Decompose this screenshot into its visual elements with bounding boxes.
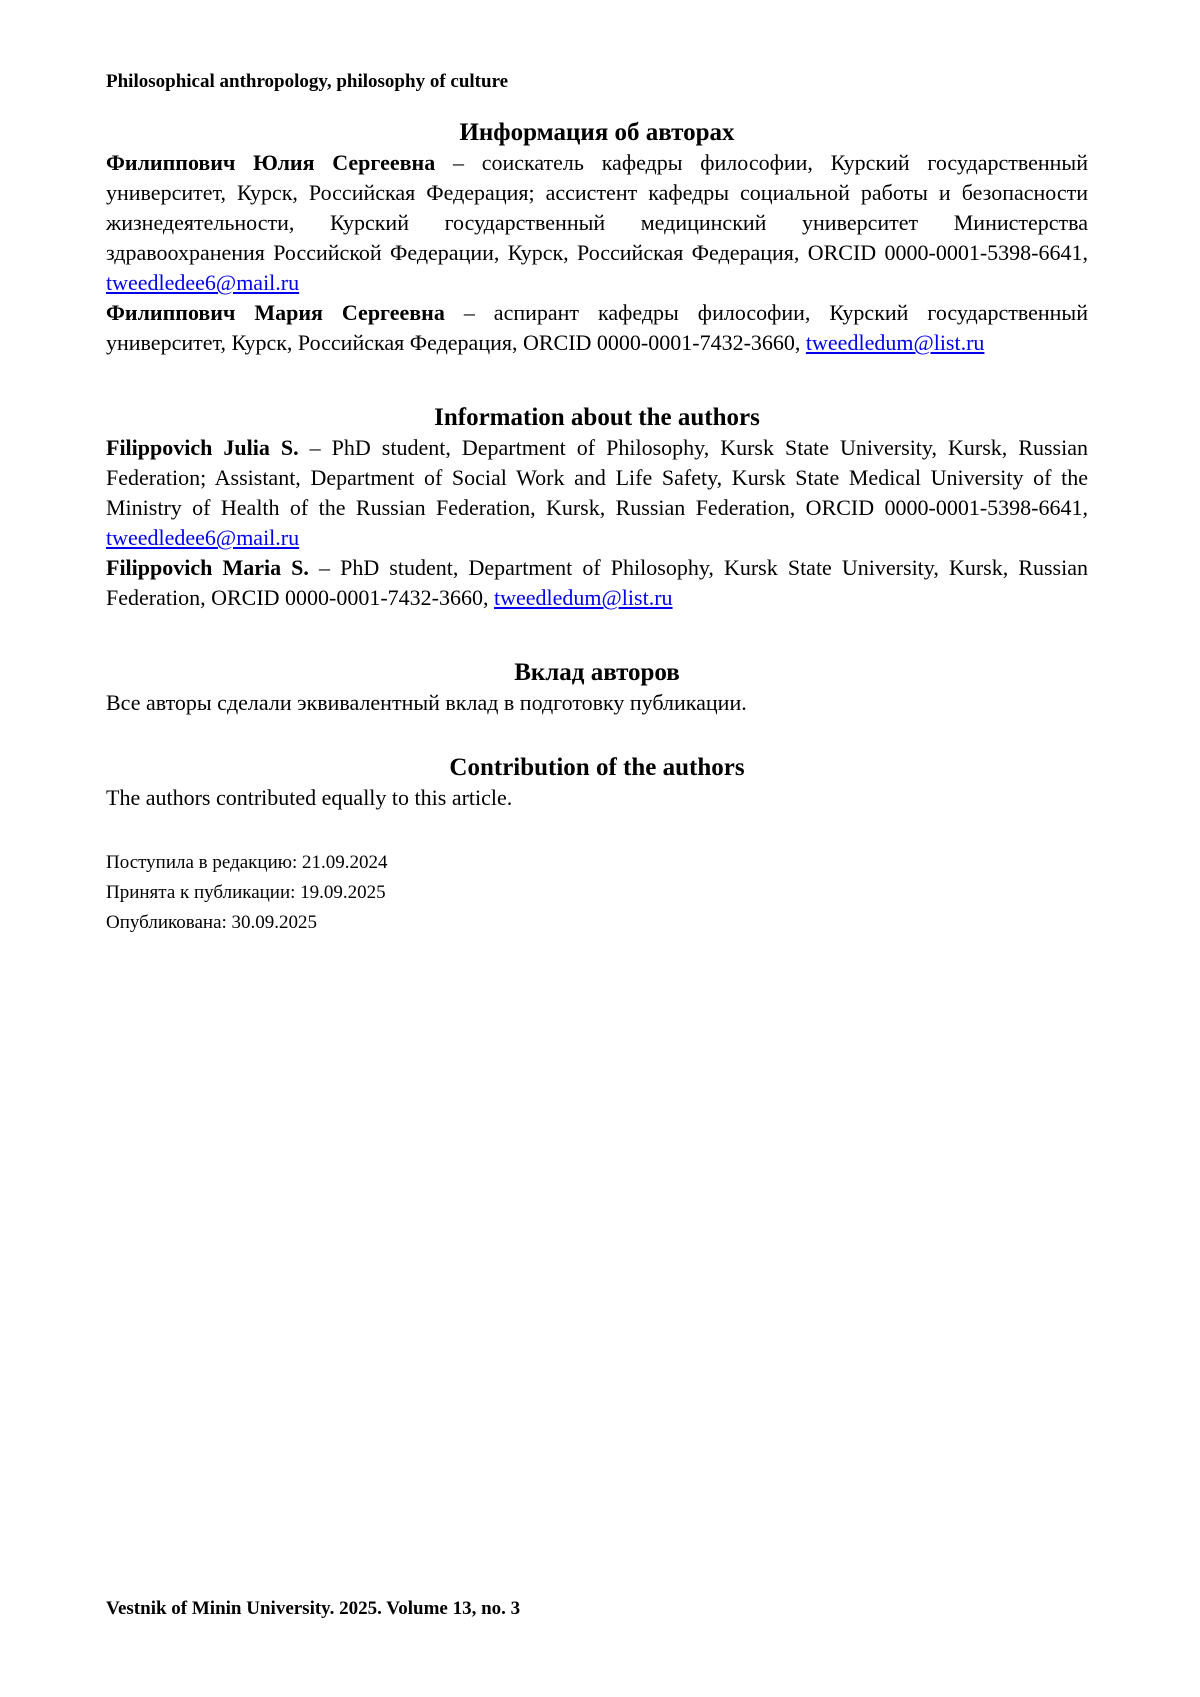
en-author-description: – PhD student, Department of Philosophy, Kursk State University, Kursk, Russian Federation, ORCID 0000-0001-7432-3660, [106, 555, 1088, 610]
heading-ru-contribution: Вклад авторов [514, 659, 680, 686]
en-author-description: – PhD student, Department of Philosophy, Kursk State University, Kursk, Russian Federation; Assistant, Department of Social Work and Life Safety, Kursk State Medical University of the Ministry of Health of the Russian Federation, Kursk, Russian Federation, ORCID 0000-0001-5398-6641, [106, 435, 1088, 520]
date-accepted: Принята к публикации: 19.09.2025 [106, 882, 386, 903]
ru-author-name: Филиппович Юлия Сергеевна [106, 150, 436, 175]
ru-contribution-text: Все авторы сделали эквивалентный вклад в подготовку публикации. [106, 690, 747, 715]
en-author-name: Filippovich Maria S. [106, 555, 309, 580]
email-link[interactable]: tweedledum@list.ru [494, 585, 673, 610]
en-author-paragraph [106, 553, 1088, 613]
ru-author-description: – аспирант кафедры философии, Курский государственный университет, Курск, Российская Федерация, ORCID 0000-0001-7432-3660, [106, 300, 1088, 355]
article-dates [106, 848, 1088, 938]
ru-author-name: Филиппович Мария Сергеевна [106, 300, 445, 325]
ru-author-paragraph [106, 148, 1088, 298]
email-link[interactable]: tweedledee6@mail.ru [106, 270, 300, 295]
email-link[interactable]: tweedledum@list.ru [805, 330, 985, 355]
heading-en-contribution: Contribution of the authors [449, 754, 745, 781]
ru-author-paragraph [106, 298, 1088, 358]
en-contribution-text: The authors contributed equally to this article. [106, 785, 513, 810]
journal-footer: Vestnik of Minin University. 2025. Volume 13, no. 3 [106, 1598, 521, 1619]
en-author-name: Filippovich Julia S. [106, 435, 299, 460]
heading-ru-author-info: Информация об авторах [459, 119, 735, 146]
date-published: Опубликована: 30.09.2025 [106, 912, 318, 933]
en-author-paragraph [106, 433, 1088, 553]
email-link[interactable]: tweedledee6@mail.ru [106, 525, 300, 550]
date-received: Поступила в редакцию: 21.09.2024 [106, 852, 388, 873]
ru-author-description: – соискатель кафедры философии, Курский государственный университет, Курск, Российская Федерация; ассистент кафедры социальной работы и безопасности жизнедеятельности, Курский государственный медицинский университет Министерства здравоохранения Российской Федерации, Курск, Российская Федерация, ORCID 0000-0001-5398-6641, [106, 150, 1088, 265]
heading-en-author-info: Information about the authors [434, 404, 760, 431]
running-head: Philosophical anthropology, philosophy of culture [106, 71, 509, 92]
